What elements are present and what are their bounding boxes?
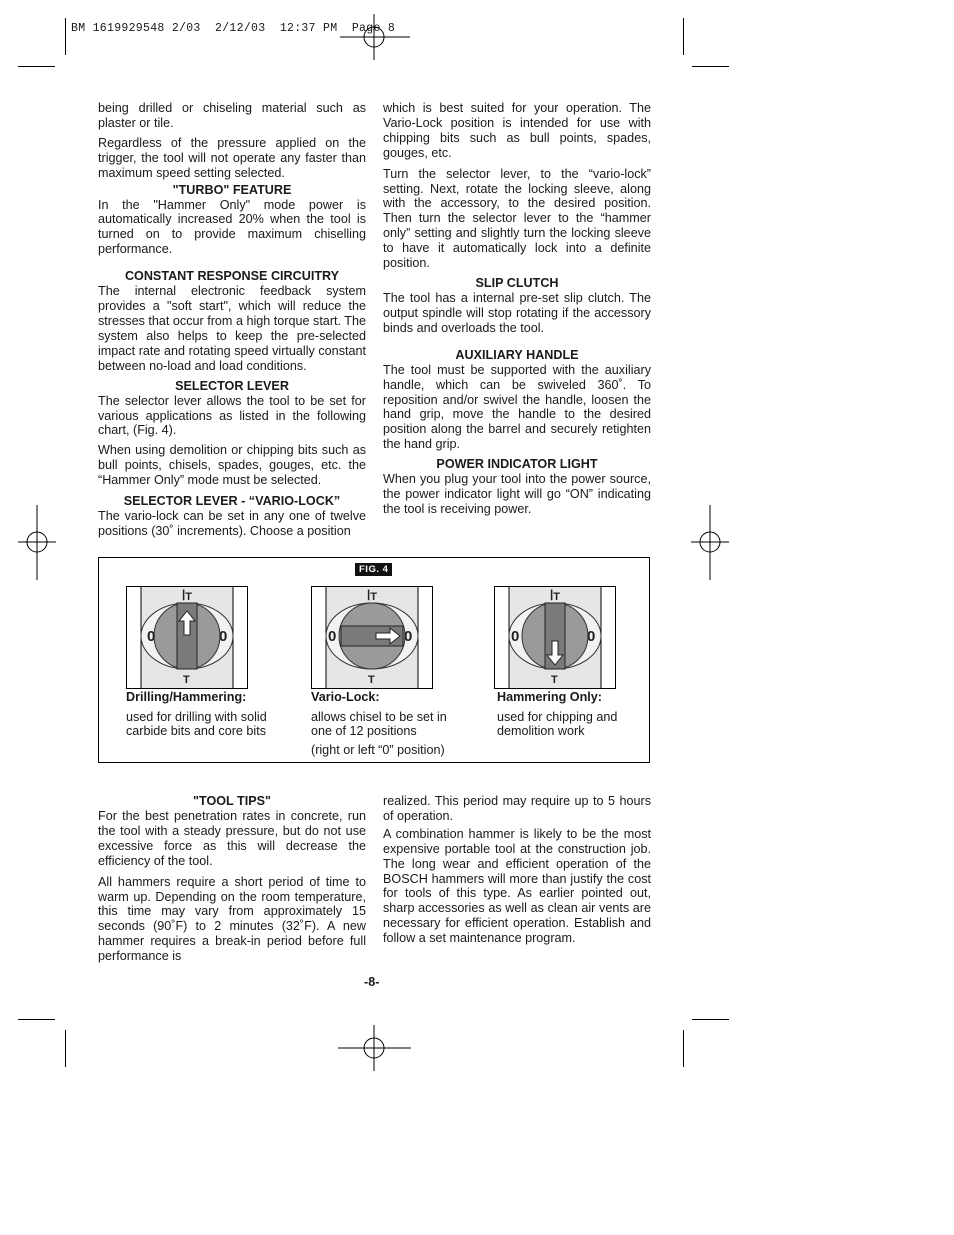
page-number: -8- bbox=[364, 975, 380, 989]
caption-vario-lock bbox=[311, 690, 491, 757]
svg-text:0: 0 bbox=[147, 628, 156, 645]
caption-extra: (right or left “0” position) bbox=[311, 742, 445, 757]
paragraph: A combination hammer is likely to be the most expensive portable tool at the construction job. The long wear and efficient operation of the BOSCH hammers will more than justify the cost for tools of this type. As earlier pointed out, sharp accessories as well as clean air vents are necessary for efficient operation. Establish and follow a set maintenance program. bbox=[383, 826, 651, 946]
svg-text:T: T bbox=[368, 674, 375, 686]
section-heading-slip-clutch: SLIP CLUTCH bbox=[475, 275, 559, 290]
paragraph: When you plug your tool into the power source, the power indicator light will go “ON” indicating the tool is receiving power. bbox=[383, 472, 651, 516]
caption-title: Vario-Lock: bbox=[311, 690, 380, 704]
figure-4 bbox=[98, 557, 650, 763]
svg-text:0: 0 bbox=[219, 628, 228, 645]
selector-dial-vario-lock bbox=[311, 586, 433, 689]
paragraph: Turn the selector lever, to the “vario-lock” setting. Next, rotate the locking sleeve, along with the accessory, to the desired position. Then turn the selector lever to the “hammer only” setting and slightly turn the locking sleeve to have it automatically lock into a definite position. bbox=[383, 166, 651, 271]
section-heading-circuitry: CONSTANT RESPONSE CIRCUITRY bbox=[124, 269, 340, 284]
svg-text:0: 0 bbox=[511, 628, 520, 645]
selector-dial-hammering bbox=[494, 586, 616, 689]
paragraph: The tool must be supported with the auxiliary handle, which can be swiveled 360˚. To reposition and/or swivel the handle, loosen the hand grip, move the handle to the desired position along the barrel and securely retighten the hand grip. bbox=[383, 362, 651, 452]
svg-text:0: 0 bbox=[404, 628, 413, 645]
bottom-right-column bbox=[383, 794, 651, 951]
paragraph: The selector lever allows the tool to be set for various applications as listed in the following chart, (Fig. 4). bbox=[98, 393, 366, 438]
section-heading-power-indicator: POWER INDICATOR LIGHT bbox=[436, 457, 598, 472]
svg-text:0: 0 bbox=[587, 628, 596, 645]
caption-title: Drilling/Hammering: bbox=[126, 690, 247, 704]
svg-text:T: T bbox=[183, 674, 190, 686]
paragraph: which is best suited for your operation. The Vario-Lock position is intended for use with chipping bits such as bull points, spades, gouges, etc. bbox=[383, 101, 651, 160]
paragraph: For the best penetration rates in concrete, run the tool with a steady pressure, but do not use excessive force as this will decrease the efficiency of the tool. bbox=[98, 809, 366, 868]
caption-hammering bbox=[497, 690, 677, 739]
paragraph: Regardless of the pressure applied on the trigger, the tool will not operate any faster than maximum speed setting selected. bbox=[98, 135, 366, 180]
section-heading-auxiliary-handle: AUXILIARY HANDLE bbox=[455, 347, 579, 362]
svg-text:T: T bbox=[551, 674, 558, 686]
paragraph: realized. This period may require up to 5 hours of operation. bbox=[383, 794, 651, 823]
svg-text:ꟾT: ꟾT bbox=[367, 591, 377, 603]
section-heading-vario-lock: SELECTOR LEVER - “VARIO-LOCK” bbox=[123, 494, 341, 509]
caption-description: allows chisel to be set in one of 12 positions bbox=[311, 709, 447, 738]
paragraph: When using demolition or chipping bits such as bull points, chisels, spades, gouges, etc. the “Hammer Only” mode must be selected. bbox=[98, 443, 366, 488]
svg-text:ꟾT: ꟾT bbox=[182, 591, 192, 603]
paragraph: In the "Hammer Only" mode power is automatically increased 20% when the tool is turned on to provide maximum chiselling performance. bbox=[98, 197, 366, 257]
caption-description: used for drilling with solid carbide bits and core bits bbox=[126, 709, 267, 738]
caption-drilling bbox=[126, 690, 306, 739]
paragraph: The internal electronic feedback system provides a "soft start", which will reduce the stresses that occur from a high torque start. The system also helps to keep the pre-selected impact rate and rotating speed virtually constant between no-load and load conditions. bbox=[98, 284, 366, 373]
right-column bbox=[383, 101, 651, 522]
paragraph: All hammers require a short period of time to warm up. Depending on the room temperature, this time may vary from approximately 15 seconds (90˚F) to 2 minutes (32˚F). A new hammer requires a break-in period before full performance is bbox=[98, 874, 366, 964]
print-slug: BM 1619929548 2/03 2/12/03 12:37 PM Page 8 bbox=[71, 22, 396, 35]
svg-text:ꟾT: ꟾT bbox=[550, 591, 560, 603]
paragraph: The tool has a internal pre-set slip clutch. The output spindle will stop rotating if the accessory binds and overloads the tool. bbox=[383, 290, 651, 335]
selector-dial-drilling bbox=[126, 586, 248, 689]
section-heading-turbo: "TURBO" FEATURE bbox=[172, 182, 292, 197]
bottom-left-column bbox=[98, 794, 366, 969]
section-heading-selector: SELECTOR LEVER bbox=[175, 378, 289, 393]
section-heading-tool-tips: "TOOL TIPS" bbox=[193, 794, 271, 808]
caption-description: used for chipping and demolition work bbox=[497, 709, 618, 738]
figure-label: FIG. 4 bbox=[355, 563, 392, 576]
caption-title: Hammering Only: bbox=[497, 690, 602, 704]
left-column bbox=[98, 101, 366, 544]
svg-text:0: 0 bbox=[328, 628, 337, 645]
paragraph: The vario-lock can be set in any one of twelve positions (30˚ increments). Choose a position bbox=[98, 509, 366, 538]
paragraph: being drilled or chiseling material such as plaster or tile. bbox=[98, 101, 366, 130]
